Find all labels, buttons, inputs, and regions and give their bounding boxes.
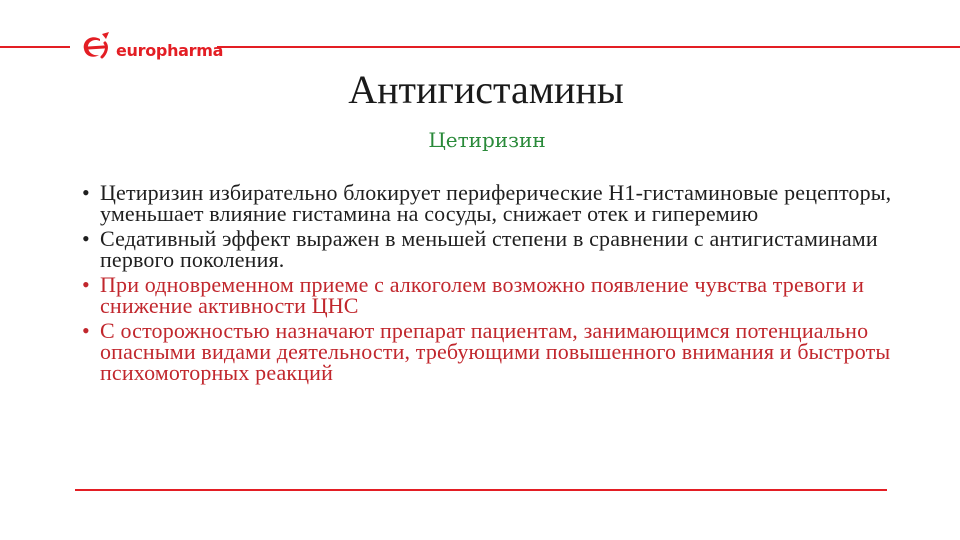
footer-rule <box>75 489 887 491</box>
europharma-logo <box>78 30 223 64</box>
europharma-logo-icon <box>78 30 114 64</box>
bullet-item <box>82 182 902 224</box>
slide-subtitle: Цетиризин <box>428 128 546 152</box>
bullet-list <box>82 182 902 387</box>
bullet-marker: • <box>82 180 90 205</box>
bullet-marker: • <box>82 272 90 297</box>
header-rule-right <box>217 46 960 48</box>
logo-text: europharma <box>116 40 224 60</box>
bullet-item <box>82 228 902 270</box>
bullet-item <box>82 274 902 316</box>
bullet-item <box>82 320 902 383</box>
bullet-text: С осторожностью назначают препарат пациентам, занимающимся потенциально опасными видами деятельности, требующими повышенного внимания и быстроты психомоторных реакций <box>100 318 891 385</box>
bullet-text: При одновременном приеме с алкоголем возможно появление чувства тревоги и снижение активности ЦНС <box>100 272 865 318</box>
bullet-marker: • <box>82 318 90 343</box>
bullet-text: Седативный эффект выражен в меньшей степени в сравнении с антигистаминами первого поколения. <box>100 226 878 272</box>
bullet-marker: • <box>82 226 90 251</box>
slide-title: Антигистамины <box>348 67 624 112</box>
bullet-text: Цетиризин избирательно блокирует периферические Н1-гистаминовые рецепторы, уменьшает влияние гистамина на сосуды, снижает отек и гиперемию <box>100 180 892 226</box>
header-rule-left <box>0 46 70 48</box>
